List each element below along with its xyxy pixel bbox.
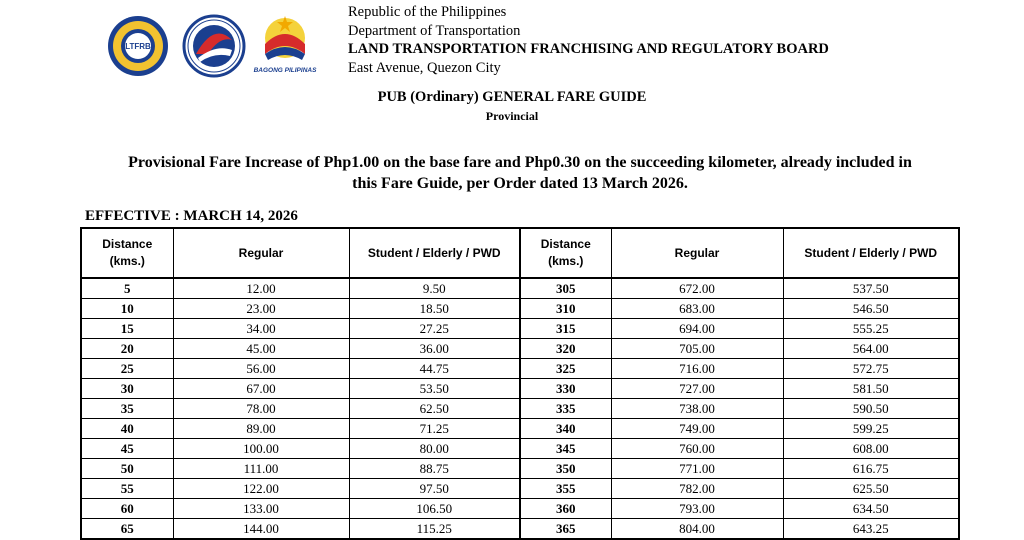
regular-fare-cell: 12.00: [173, 278, 349, 299]
table-row: [81, 519, 959, 540]
discounted-fare-cell: 115.25: [349, 519, 520, 540]
discounted-fare-cell: 590.50: [783, 399, 959, 419]
discounted-fare-cell: 599.25: [783, 419, 959, 439]
distance-cell: 360: [520, 499, 611, 519]
distance-cell: 365: [520, 519, 611, 540]
table-row: [81, 379, 959, 399]
regular-fare-cell: 89.00: [173, 419, 349, 439]
distance-cell: 350: [520, 459, 611, 479]
distance-cell: 345: [520, 439, 611, 459]
table-row: [81, 459, 959, 479]
bagong-pilipinas-logo-icon: [252, 14, 318, 78]
discounted-fare-cell: 616.75: [783, 459, 959, 479]
table-row: [81, 299, 959, 319]
distance-cell: 310: [520, 299, 611, 319]
regular-fare-cell: 804.00: [611, 519, 783, 540]
header-republic: Republic of the Philippines: [348, 4, 507, 20]
distance-cell: 40: [81, 419, 173, 439]
table-row: [81, 359, 959, 379]
table-row: [81, 278, 959, 299]
distance-cell: 335: [520, 399, 611, 419]
discounted-fare-cell: 608.00: [783, 439, 959, 459]
table-row: [81, 439, 959, 459]
distance-cell: 20: [81, 339, 173, 359]
distance-cell: 30: [81, 379, 173, 399]
regular-fare-cell: 78.00: [173, 399, 349, 419]
header-agency: LAND TRANSPORTATION FRANCHISING AND REGULATORY BOARD: [348, 41, 829, 57]
regular-fare-cell: 67.00: [173, 379, 349, 399]
distance-cell: 315: [520, 319, 611, 339]
regular-fare-cell: 144.00: [173, 519, 349, 540]
header-distance-unit: (kms.): [109, 254, 145, 268]
discounted-fare-cell: 97.50: [349, 479, 520, 499]
distance-cell: 65: [81, 519, 173, 540]
distance-cell: 15: [81, 319, 173, 339]
header-distance-label: Distance: [540, 237, 591, 251]
discounted-fare-cell: 36.00: [349, 339, 520, 359]
regular-fare-cell: 793.00: [611, 499, 783, 519]
distance-cell: 55: [81, 479, 173, 499]
discounted-fare-cell: 572.75: [783, 359, 959, 379]
distance-cell: 340: [520, 419, 611, 439]
regular-fare-cell: 771.00: [611, 459, 783, 479]
discounted-fare-cell: 53.50: [349, 379, 520, 399]
ltfrb-seal-text: LTFRB: [125, 42, 151, 51]
regular-fare-cell: 683.00: [611, 299, 783, 319]
distance-cell: 355: [520, 479, 611, 499]
header-department: Department of Transportation: [348, 23, 521, 39]
regular-fare-cell: 45.00: [173, 339, 349, 359]
header-address: East Avenue, Quezon City: [348, 60, 501, 76]
bagong-pilipinas-text: BAGONG PILIPINAS: [253, 67, 317, 74]
discounted-fare-cell: 80.00: [349, 439, 520, 459]
discounted-fare-cell: 9.50: [349, 278, 520, 299]
regular-fare-cell: 738.00: [611, 399, 783, 419]
distance-cell: 60: [81, 499, 173, 519]
regular-fare-cell: 122.00: [173, 479, 349, 499]
table-row: [81, 399, 959, 419]
table-row: [81, 319, 959, 339]
discounted-fare-cell: 625.50: [783, 479, 959, 499]
regular-fare-cell: 694.00: [611, 319, 783, 339]
header-discounted-b: Student / Elderly / PWD: [783, 228, 959, 278]
header-regular-a: Regular: [173, 228, 349, 278]
effective-date: EFFECTIVE : MARCH 14, 2026: [85, 208, 298, 224]
distance-cell: 5: [81, 278, 173, 299]
distance-cell: 10: [81, 299, 173, 319]
header-distance-label: Distance: [102, 237, 153, 251]
fare-table: [80, 227, 960, 540]
discounted-fare-cell: 546.50: [783, 299, 959, 319]
header-regular-b: Regular: [611, 228, 783, 278]
discounted-fare-cell: 634.50: [783, 499, 959, 519]
header-discounted-a: Student / Elderly / PWD: [349, 228, 520, 278]
table-row: [81, 499, 959, 519]
discounted-fare-cell: 643.25: [783, 519, 959, 540]
distance-cell: 320: [520, 339, 611, 359]
dotr-seal-icon: [182, 14, 246, 78]
regular-fare-cell: 23.00: [173, 299, 349, 319]
distance-cell: 330: [520, 379, 611, 399]
distance-cell: 50: [81, 459, 173, 479]
table-row: [81, 339, 959, 359]
regular-fare-cell: 56.00: [173, 359, 349, 379]
header-distance-unit: (kms.): [548, 254, 584, 268]
discounted-fare-cell: 537.50: [783, 278, 959, 299]
header-distance-a: [81, 228, 173, 278]
distance-cell: 45: [81, 439, 173, 459]
notice-line-1: Provisional Fare Increase of Php1.00 on the base fare and Php0.30 on the succeeding kilometer, already included in: [128, 154, 912, 171]
regular-fare-cell: 716.00: [611, 359, 783, 379]
discounted-fare-cell: 581.50: [783, 379, 959, 399]
notice-line-2: this Fare Guide, per Order dated 13 March 2026.: [352, 175, 688, 192]
regular-fare-cell: 34.00: [173, 319, 349, 339]
agency-logos: [106, 14, 318, 78]
page-title: PUB (Ordinary) GENERAL FARE GUIDE: [377, 89, 647, 105]
discounted-fare-cell: 71.25: [349, 419, 520, 439]
ltfrb-seal-icon: [106, 14, 170, 78]
header-distance-b: [520, 228, 611, 278]
regular-fare-cell: 782.00: [611, 479, 783, 499]
page-subtitle: Provincial: [485, 109, 539, 123]
regular-fare-cell: 705.00: [611, 339, 783, 359]
table-header-row: [81, 228, 959, 278]
regular-fare-cell: 760.00: [611, 439, 783, 459]
discounted-fare-cell: 18.50: [349, 299, 520, 319]
regular-fare-cell: 672.00: [611, 278, 783, 299]
discounted-fare-cell: 106.50: [349, 499, 520, 519]
distance-cell: 325: [520, 359, 611, 379]
discounted-fare-cell: 27.25: [349, 319, 520, 339]
distance-cell: 35: [81, 399, 173, 419]
table-row: [81, 479, 959, 499]
discounted-fare-cell: 564.00: [783, 339, 959, 359]
discounted-fare-cell: 88.75: [349, 459, 520, 479]
fare-increase-notice: [80, 152, 960, 194]
regular-fare-cell: 749.00: [611, 419, 783, 439]
regular-fare-cell: 133.00: [173, 499, 349, 519]
table-row: [81, 419, 959, 439]
discounted-fare-cell: 44.75: [349, 359, 520, 379]
discounted-fare-cell: 555.25: [783, 319, 959, 339]
regular-fare-cell: 111.00: [173, 459, 349, 479]
discounted-fare-cell: 62.50: [349, 399, 520, 419]
regular-fare-cell: 100.00: [173, 439, 349, 459]
distance-cell: 305: [520, 278, 611, 299]
distance-cell: 25: [81, 359, 173, 379]
regular-fare-cell: 727.00: [611, 379, 783, 399]
